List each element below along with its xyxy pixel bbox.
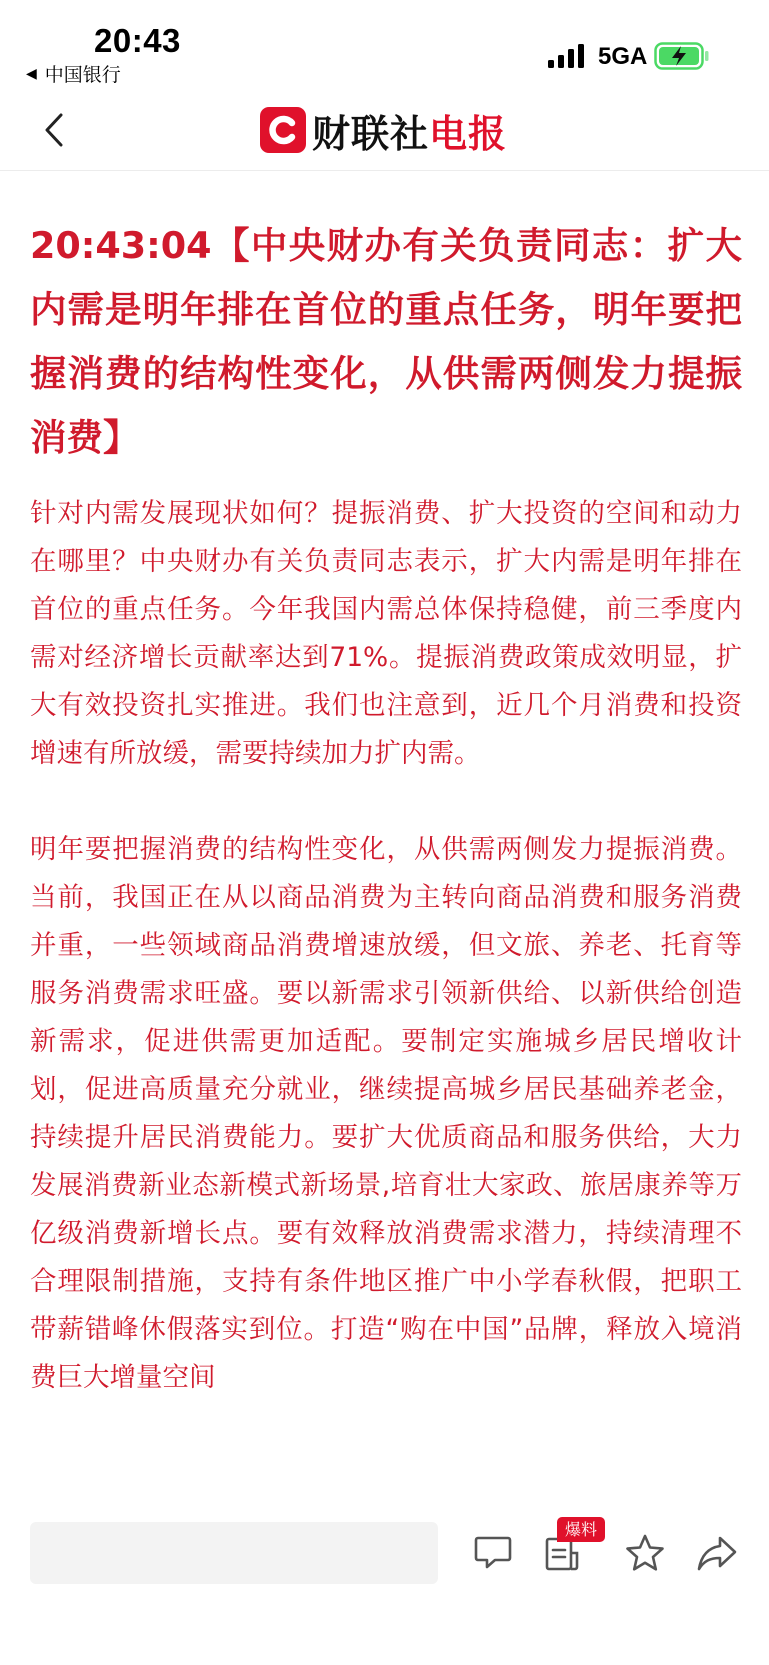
network-type-label: 5GA <box>598 43 648 70</box>
article-headline: 20:43:04【中央财办有关负责同志：扩大内需是明年排在首位的重点任务，明年要把握消费的结构性变化，从供需两侧发力提振消费】 <box>30 224 742 459</box>
battery-charging-icon <box>654 42 710 70</box>
brand-name: 财联社 <box>312 111 430 156</box>
share-icon <box>696 1534 738 1572</box>
bottom-action-bar <box>0 1504 769 1665</box>
comment-button[interactable] <box>470 1530 516 1576</box>
comment-icon <box>473 1534 513 1572</box>
cellular-signal-icon <box>548 44 588 68</box>
brand-name-accent: 电报 <box>429 111 508 156</box>
share-button[interactable] <box>694 1530 740 1576</box>
status-bar <box>0 0 769 90</box>
article-paragraph: 明年要把握消费的结构性变化，从供需两侧发力提振消费。当前，我国正在从以商品消费为主转向商品消费和服务消费并重，一些领域商品消费增速放缓，但文旅、养老、托育等服务消费需求旺盛。要以新需求引领新供给、以新供给创造新需求，促进供需更加适配。要制定实施城乡居民增收计划，促进高质量充分就业，继续提高城乡居民基础养老金，持续提升居民消费能力。要扩大优质商品和服务供给，大力发展消费新业态新模式新场景,培育壮大家政、旅居康养等万亿级消费新增长点。要有效释放消费需求潜力，持续清理不合理限制措施，支持有条件地区推广中小学春秋假，把职工带薪错峰休假落实到位。打造“购在中国”品牌，释放入境消费巨大增量空间 <box>30 834 742 1393</box>
back-to-app-label: 中国银行 <box>44 64 121 86</box>
chevron-left-icon <box>43 112 65 148</box>
brand-logo <box>260 104 507 156</box>
back-button[interactable] <box>32 106 76 154</box>
tipoff-badge: 爆料 <box>557 1517 605 1542</box>
back-to-app-link[interactable] <box>26 60 121 87</box>
status-time: 20:43 <box>94 22 181 59</box>
article-body <box>30 214 742 1504</box>
nav-bar <box>0 90 769 171</box>
cls-logo-icon <box>260 107 306 153</box>
comment-input[interactable] <box>30 1522 438 1584</box>
article-paragraph: 针对内需发展现状如何？提振消费、扩大投资的空间和动力在哪里？中央财办有关负责同志表示，扩大内需是明年排在首位的重点任务。今年我国内需总体保持稳健，前三季度内需对经济增长贡献率达到71%。提振消费政策成效明显，扩大有效投资扎实推进。我们也注意到，近几个月消费和投资增速有所放缓，需要持续加力扩内需。 <box>30 498 742 769</box>
favorite-button[interactable] <box>622 1530 668 1576</box>
back-triangle-icon: ◀ <box>26 65 37 82</box>
star-icon <box>625 1533 665 1573</box>
